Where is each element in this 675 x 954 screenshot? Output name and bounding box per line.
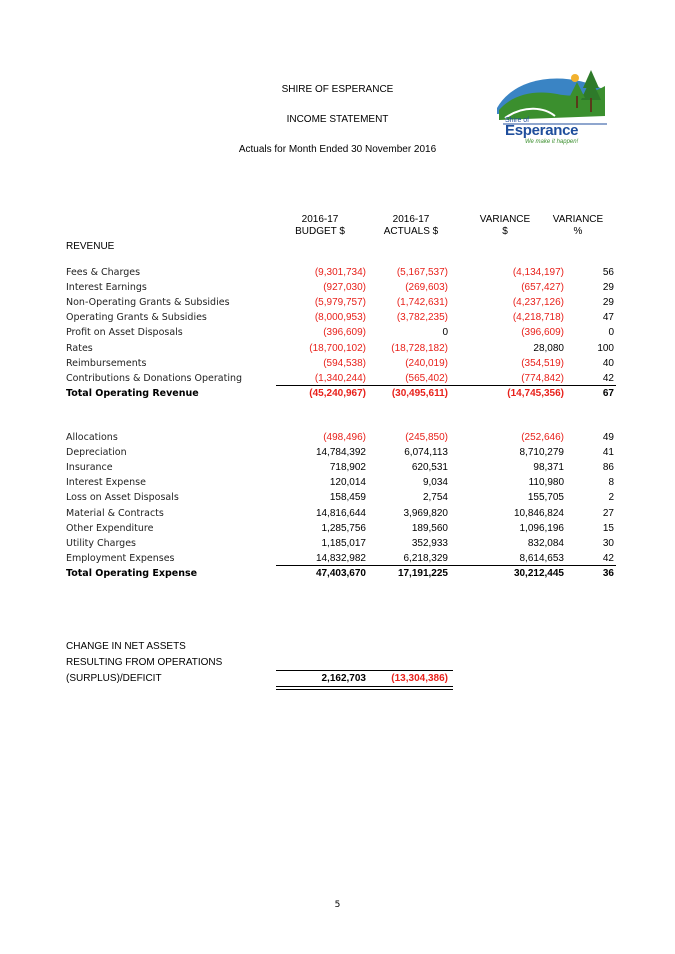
table-row xyxy=(66,327,616,342)
row-budget: 14,784,392 xyxy=(315,447,366,459)
row-pct: 56 xyxy=(602,267,614,278)
table-row xyxy=(66,282,616,297)
net-heading-line3: (SURPLUS)/DEFICIT xyxy=(66,673,162,684)
row-pct: 2 xyxy=(608,492,614,504)
table-row xyxy=(66,358,616,373)
row-budget: 14,832,982 xyxy=(315,552,366,564)
row-pct: 100 xyxy=(597,342,614,354)
row-variance: (252,646) xyxy=(521,432,564,443)
col-variance-pct-title: VARIANCE xyxy=(552,214,604,225)
row-actual: (240,019) xyxy=(405,357,448,369)
total-pct: 36 xyxy=(602,568,614,579)
table-row xyxy=(66,343,616,358)
row-variance: 10,846,824 xyxy=(513,507,564,519)
statement-title: INCOME STATEMENT xyxy=(286,114,389,125)
row-pct: 15 xyxy=(602,522,614,534)
total-actual: (30,495,611) xyxy=(391,388,448,399)
table-row xyxy=(66,477,616,492)
row-variance: 832,084 xyxy=(527,537,564,549)
row-actual: (269,603) xyxy=(405,282,448,294)
net-actual: (13,304,386) xyxy=(391,673,448,684)
net-budget: 2,162,703 xyxy=(321,673,366,684)
row-actual: 352,933 xyxy=(411,537,448,549)
row-budget: (1,340,244) xyxy=(314,372,366,384)
logo-line1: Shire of xyxy=(505,117,530,124)
row-variance: (396,609) xyxy=(521,327,564,339)
row-budget: 1,285,756 xyxy=(321,522,366,534)
page-number: 5 xyxy=(334,900,341,910)
row-budget: 120,014 xyxy=(329,477,366,489)
row-budget: (9,301,734) xyxy=(314,267,366,278)
row-pct: 86 xyxy=(602,462,614,474)
col-budget-unit: BUDGET $ xyxy=(295,226,345,237)
table-row xyxy=(66,432,616,447)
row-pct: 30 xyxy=(602,537,614,549)
row-label: Loss on Asset Disposals xyxy=(66,492,179,504)
row-actual: 189,560 xyxy=(411,522,448,534)
row-budget: 14,816,644 xyxy=(315,507,366,519)
row-actual: (5,167,537) xyxy=(396,267,448,278)
row-pct: 0 xyxy=(608,327,614,339)
total-variance: (14,745,356) xyxy=(507,388,564,399)
net-double-rule-bottom xyxy=(276,689,453,690)
row-pct: 29 xyxy=(602,282,614,294)
col-variance-pct-header xyxy=(533,214,623,238)
table-row xyxy=(66,447,616,462)
total-pct: 67 xyxy=(602,388,614,399)
row-pct: 41 xyxy=(602,447,614,459)
row-variance: (657,427) xyxy=(521,282,564,294)
row-label: Depreciation xyxy=(66,447,127,459)
col-actuals-header xyxy=(366,214,456,238)
row-label: Utility Charges xyxy=(66,537,137,549)
row-label: Allocations xyxy=(66,432,118,443)
period-subtitle: Actuals for Month Ended 30 November 2016 xyxy=(238,144,437,155)
row-variance: 110,980 xyxy=(528,477,564,489)
row-pct: 42 xyxy=(602,552,614,564)
row-actual: 2,754 xyxy=(422,492,448,504)
row-budget: (5,979,757) xyxy=(314,297,366,309)
row-budget: (396,609) xyxy=(323,327,366,339)
row-budget: 1,185,017 xyxy=(321,537,366,549)
row-pct: 27 xyxy=(602,507,614,519)
row-actual: (245,850) xyxy=(405,432,448,443)
total-label: Total Operating Expense xyxy=(66,568,198,579)
net-heading-line1: CHANGE IN NET ASSETS xyxy=(66,641,186,652)
logo-line2: Esperance xyxy=(505,122,579,139)
row-variance: (4,134,197) xyxy=(512,267,564,278)
table-row xyxy=(66,538,616,553)
row-label: Operating Grants & Subsidies xyxy=(66,312,207,324)
expense-total-row xyxy=(66,568,616,583)
total-variance: 30,212,445 xyxy=(513,568,564,579)
total-actual: 17,191,225 xyxy=(397,568,448,579)
table-row xyxy=(66,508,616,523)
row-label: Other Expenditure xyxy=(66,522,154,534)
table-row xyxy=(66,523,616,538)
row-pct: 40 xyxy=(602,357,614,369)
row-actual: (18,728,182) xyxy=(391,342,448,354)
total-budget: 47,403,670 xyxy=(315,568,366,579)
row-budget: (927,030) xyxy=(323,282,366,294)
row-label: Reimbursements xyxy=(66,357,147,369)
logo-tagline: We make it happen! xyxy=(525,139,579,145)
row-actual: (3,782,235) xyxy=(396,312,448,324)
row-variance: (4,218,718) xyxy=(512,312,564,324)
revenue-total-rule xyxy=(276,385,616,386)
row-label: Fees & Charges xyxy=(66,267,141,278)
row-variance: (4,237,126) xyxy=(512,297,564,309)
row-pct: 47 xyxy=(602,312,614,324)
table-row xyxy=(66,267,616,282)
net-top-rule xyxy=(276,670,453,671)
row-actual: 3,969,820 xyxy=(403,507,448,519)
row-budget: 718,902 xyxy=(329,462,366,474)
row-budget: (594,538) xyxy=(323,357,366,369)
row-label: Contributions & Donations Operating xyxy=(66,372,243,384)
row-variance: 28,080 xyxy=(533,342,564,354)
row-variance: (354,519) xyxy=(521,357,564,369)
row-actual: 0 xyxy=(442,327,448,339)
row-variance: 155,705 xyxy=(527,492,564,504)
total-label: Total Operating Revenue xyxy=(66,388,199,399)
row-variance: 98,371 xyxy=(533,462,564,474)
row-budget: (498,496) xyxy=(323,432,366,443)
row-label: Interest Earnings xyxy=(66,282,147,294)
table-row xyxy=(66,312,616,327)
table-row xyxy=(66,297,616,312)
row-budget: 158,459 xyxy=(329,492,366,504)
row-pct: 49 xyxy=(602,432,614,443)
row-variance: (774,842) xyxy=(521,372,564,384)
row-pct: 8 xyxy=(608,477,614,489)
col-variance-title: VARIANCE xyxy=(479,214,531,225)
table-row xyxy=(66,462,616,477)
expense-total-rule xyxy=(276,565,616,566)
row-actual: 6,218,329 xyxy=(403,552,448,564)
org-name: SHIRE OF ESPERANCE xyxy=(281,84,394,95)
row-actual: (565,402) xyxy=(405,372,448,384)
row-label: Rates xyxy=(66,342,93,354)
revenue-total-row xyxy=(66,388,616,403)
row-label: Interest Expense xyxy=(66,477,146,489)
col-variance-unit: $ xyxy=(502,226,508,237)
net-double-rule-top xyxy=(276,686,453,687)
row-pct: 42 xyxy=(602,372,614,384)
row-actual: 620,531 xyxy=(411,462,448,474)
table-row xyxy=(66,492,616,507)
col-variance-pct-unit: % xyxy=(573,226,583,237)
col-budget-year: 2016-17 xyxy=(301,214,339,225)
row-variance: 1,096,196 xyxy=(519,522,564,534)
row-label: Material & Contracts xyxy=(66,507,164,519)
total-budget: (45,240,967) xyxy=(309,388,366,399)
row-variance: 8,614,653 xyxy=(519,552,564,564)
row-actual: (1,742,631) xyxy=(396,297,448,309)
row-pct: 29 xyxy=(602,297,614,309)
row-budget: (8,000,953) xyxy=(314,312,366,324)
row-actual: 9,034 xyxy=(422,477,448,489)
row-budget: (18,700,102) xyxy=(309,342,366,354)
row-variance: 8,710,279 xyxy=(519,447,564,459)
row-actual: 6,074,113 xyxy=(404,447,448,459)
row-label: Insurance xyxy=(66,462,113,474)
row-label: Profit on Asset Disposals xyxy=(66,327,183,339)
row-label: Non-Operating Grants & Subsidies xyxy=(66,297,230,309)
col-actuals-year: 2016-17 xyxy=(392,214,430,225)
col-actuals-unit: ACTUALS $ xyxy=(383,226,439,237)
revenue-heading: REVENUE xyxy=(66,241,115,252)
shire-logo xyxy=(495,64,615,152)
col-budget-header xyxy=(275,214,365,238)
net-heading-line2: RESULTING FROM OPERATIONS xyxy=(66,657,223,668)
row-label: Employment Expenses xyxy=(66,552,175,564)
